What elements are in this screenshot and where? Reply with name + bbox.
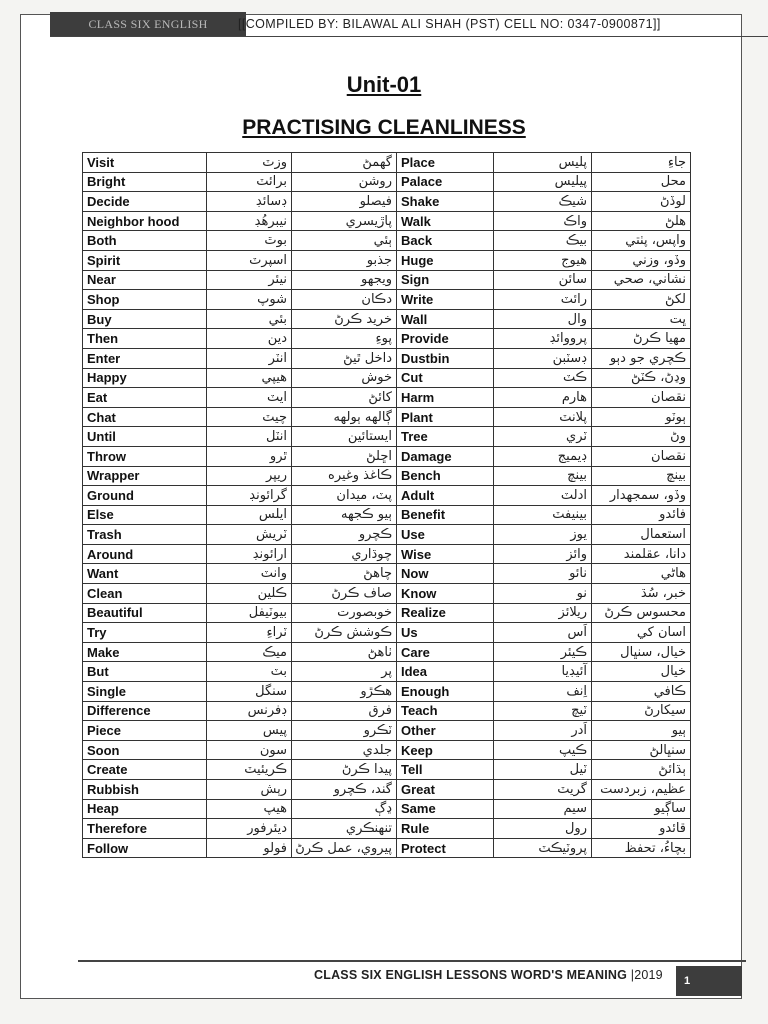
- meaning: هاڻي: [592, 564, 691, 584]
- table-row: [83, 446, 691, 466]
- english-word: Write: [397, 290, 494, 310]
- pronunciation: ايٽ: [207, 388, 292, 408]
- pronunciation: ريلائز: [494, 603, 592, 623]
- pronunciation: پرووائڊ: [494, 329, 592, 349]
- meaning: ٻئي: [292, 231, 397, 251]
- pronunciation: نيئر: [207, 270, 292, 290]
- english-word: But: [83, 662, 207, 682]
- pronunciation: بينچ: [494, 466, 592, 486]
- english-word: Idea: [397, 662, 494, 682]
- table-row: [83, 701, 691, 721]
- meaning: کائڻ: [292, 388, 397, 408]
- meaning: ڳالهه ٻولهه: [292, 407, 397, 427]
- footer-title: CLASS SIX ENGLISH LESSONS WORD'S MEANING |2019: [314, 968, 663, 982]
- meaning: وڏو، وزني: [592, 250, 691, 270]
- english-word: Therefore: [83, 819, 207, 839]
- english-word: Adult: [397, 486, 494, 506]
- pronunciation: ٽيچ: [494, 701, 592, 721]
- pronunciation: فولو: [207, 838, 292, 858]
- pronunciation: هارم: [494, 388, 592, 408]
- meaning: ڪاغذ وغيره: [292, 466, 397, 486]
- english-word: Clean: [83, 584, 207, 604]
- english-word: Benefit: [397, 505, 494, 525]
- pronunciation: ڪيپ: [494, 740, 592, 760]
- meaning: عظيم، زبردست: [592, 780, 691, 800]
- pronunciation: ارائونڊ: [207, 544, 292, 564]
- table-row: [83, 466, 691, 486]
- english-word: Ground: [83, 486, 207, 506]
- english-word: Neighbor hood: [83, 211, 207, 231]
- english-word: Create: [83, 760, 207, 780]
- pronunciation: اسپرٽ: [207, 250, 292, 270]
- english-word: Then: [83, 329, 207, 349]
- english-word: Around: [83, 544, 207, 564]
- meaning: اسان کي: [592, 623, 691, 643]
- pronunciation: سيم: [494, 799, 592, 819]
- english-word: Wise: [397, 544, 494, 564]
- english-word: Shake: [397, 192, 494, 212]
- pronunciation: بئي: [207, 309, 292, 329]
- meaning: ويجهو: [292, 270, 397, 290]
- english-word: Dustbin: [397, 348, 494, 368]
- pronunciation: چيٽ: [207, 407, 292, 427]
- table-row: [83, 780, 691, 800]
- english-word: Other: [397, 721, 494, 741]
- meaning: ڀت: [592, 309, 691, 329]
- meaning: ڪچري جو دٻو: [592, 348, 691, 368]
- english-word: Wall: [397, 309, 494, 329]
- english-word: Us: [397, 623, 494, 643]
- pronunciation: ڪريئيٽ: [207, 760, 292, 780]
- english-word: Single: [83, 682, 207, 702]
- meaning: فائدو: [592, 505, 691, 525]
- english-word: Else: [83, 505, 207, 525]
- english-word: Tell: [397, 760, 494, 780]
- pronunciation: گرائونڊ: [207, 486, 292, 506]
- english-word: Try: [83, 623, 207, 643]
- pronunciation: بيڪ: [494, 231, 592, 251]
- pronunciation: رٻش: [207, 780, 292, 800]
- english-word: Shop: [83, 290, 207, 310]
- pronunciation: پلانٽ: [494, 407, 592, 427]
- meaning: ڍڳ: [292, 799, 397, 819]
- header-tab-label: CLASS SIX ENGLISH: [50, 12, 246, 36]
- english-word: Tree: [397, 427, 494, 447]
- pronunciation: اَدر: [494, 721, 592, 741]
- meaning: هلڻ: [592, 211, 691, 231]
- meaning: فرق: [292, 701, 397, 721]
- meaning: لکڻ: [592, 290, 691, 310]
- meaning: خوبصورت: [292, 603, 397, 623]
- meaning: پيروي، عمل ڪرڻ: [292, 838, 397, 858]
- english-word: Spirit: [83, 250, 207, 270]
- english-word: Make: [83, 642, 207, 662]
- meaning: پوءِ: [292, 329, 397, 349]
- english-word: Happy: [83, 368, 207, 388]
- pronunciation: پليس: [494, 153, 592, 173]
- english-word: Now: [397, 564, 494, 584]
- english-word: Near: [83, 270, 207, 290]
- pronunciation: اَس: [494, 623, 592, 643]
- pronunciation: ڊفرنس: [207, 701, 292, 721]
- meaning: جاءِ: [592, 153, 691, 173]
- header-divider: [50, 36, 768, 37]
- pronunciation: ٽيل: [494, 760, 592, 780]
- english-word: Provide: [397, 329, 494, 349]
- english-word: Rubbish: [83, 780, 207, 800]
- english-word: Sign: [397, 270, 494, 290]
- page-header: [28, 8, 748, 36]
- table-row: [83, 290, 691, 310]
- pronunciation: هيوج: [494, 250, 592, 270]
- pronunciation: اِنف: [494, 682, 592, 702]
- meaning: فيصلو: [292, 192, 397, 212]
- table-row: [83, 388, 691, 408]
- table-row: [83, 662, 691, 682]
- english-word: Cut: [397, 368, 494, 388]
- meaning: جلدي: [292, 740, 397, 760]
- pronunciation: پيس: [207, 721, 292, 741]
- meaning: تنهنڪري: [292, 819, 397, 839]
- table-row: [83, 838, 691, 858]
- pronunciation: سنگل: [207, 682, 292, 702]
- pronunciation: ٽري: [494, 427, 592, 447]
- pronunciation: دين: [207, 329, 292, 349]
- meaning: مهيا ڪرڻ: [592, 329, 691, 349]
- meaning: گند، ڪچرو: [292, 780, 397, 800]
- table-row: [83, 603, 691, 623]
- table-row: [83, 231, 691, 251]
- english-word: Huge: [397, 250, 494, 270]
- meaning: ايستائين: [292, 427, 397, 447]
- pronunciation: رائٽ: [494, 290, 592, 310]
- meaning: وڏو، سمجهدار: [592, 486, 691, 506]
- english-word: Beautiful: [83, 603, 207, 623]
- pronunciation: برائٽ: [207, 172, 292, 192]
- meaning: وڻ: [592, 427, 691, 447]
- english-word: Keep: [397, 740, 494, 760]
- table-row: [83, 407, 691, 427]
- meaning: سنڀالڻ: [592, 740, 691, 760]
- pronunciation: ٿرو: [207, 446, 292, 466]
- meaning: محسوس ڪرڻ: [592, 603, 691, 623]
- english-word: Both: [83, 231, 207, 251]
- meaning: داخل ٿيڻ: [292, 348, 397, 368]
- table-row: [83, 153, 691, 173]
- english-word: Great: [397, 780, 494, 800]
- pronunciation: هيپ: [207, 799, 292, 819]
- pronunciation: ميڪ: [207, 642, 292, 662]
- meaning: نقصان: [592, 446, 691, 466]
- pronunciation: وائز: [494, 544, 592, 564]
- footer-year: |2019: [630, 968, 663, 982]
- english-word: Heap: [83, 799, 207, 819]
- pronunciation: ريپر: [207, 466, 292, 486]
- table-row: [83, 348, 691, 368]
- english-word: Trash: [83, 525, 207, 545]
- meaning: دڪان: [292, 290, 397, 310]
- meaning: ڪافي: [592, 682, 691, 702]
- pronunciation: ڊسٽبن: [494, 348, 592, 368]
- meaning: خوش: [292, 368, 397, 388]
- table-row: [83, 721, 691, 741]
- header-compiled-by: [[COMPILED BY: BILAWAL ALI SHAH (PST) CELL NO: 0347-0900871]]: [238, 17, 661, 31]
- english-word: Rule: [397, 819, 494, 839]
- english-word: Follow: [83, 838, 207, 858]
- meaning: پر: [292, 662, 397, 682]
- table-row: [83, 799, 691, 819]
- pronunciation: ڊيميج: [494, 446, 592, 466]
- meaning: خبر، سُڌ: [592, 584, 691, 604]
- pronunciation: بٽ: [207, 662, 292, 682]
- english-word: Same: [397, 799, 494, 819]
- pronunciation: سون: [207, 740, 292, 760]
- meaning: چوڌاري: [292, 544, 397, 564]
- pronunciation: ٽريش: [207, 525, 292, 545]
- english-word: Chat: [83, 407, 207, 427]
- english-word: Walk: [397, 211, 494, 231]
- pronunciation: شيڪ: [494, 192, 592, 212]
- meaning: گهمڻ: [292, 153, 397, 173]
- table-row: [83, 270, 691, 290]
- table-row: [83, 525, 691, 545]
- table-row: [83, 623, 691, 643]
- english-word: Place: [397, 153, 494, 173]
- english-word: Palace: [397, 172, 494, 192]
- table-row: [83, 819, 691, 839]
- pronunciation: انٽل: [207, 427, 292, 447]
- english-word: Use: [397, 525, 494, 545]
- english-word: Know: [397, 584, 494, 604]
- pronunciation: ڪيئر: [494, 642, 592, 662]
- pronunciation: آئيڊيا: [494, 662, 592, 682]
- pronunciation: انٽر: [207, 348, 292, 368]
- meaning: اڇلڻ: [292, 446, 397, 466]
- meaning: پٽ، ميدان: [292, 486, 397, 506]
- table-row: [83, 427, 691, 447]
- pronunciation: رول: [494, 819, 592, 839]
- table-row: [83, 584, 691, 604]
- pronunciation: نو: [494, 584, 592, 604]
- meaning: دانا، عقلمند: [592, 544, 691, 564]
- meaning: روشن: [292, 172, 397, 192]
- pronunciation: بوٿ: [207, 231, 292, 251]
- pronunciation: هيپي: [207, 368, 292, 388]
- unit-heading: Unit-01: [346, 72, 422, 97]
- table-row: [83, 740, 691, 760]
- table-row: [83, 250, 691, 270]
- english-word: Enter: [83, 348, 207, 368]
- meaning: سيکارڻ: [592, 701, 691, 721]
- english-word: Care: [397, 642, 494, 662]
- meaning: ٻڌائڻ: [592, 760, 691, 780]
- meaning: محل: [592, 172, 691, 192]
- meaning: پيدا ڪرڻ: [292, 760, 397, 780]
- meaning: صاف ڪرڻ: [292, 584, 397, 604]
- pronunciation: نائو: [494, 564, 592, 584]
- english-word: Enough: [397, 682, 494, 702]
- pronunciation: يوز: [494, 525, 592, 545]
- english-word: Want: [83, 564, 207, 584]
- table-row: [83, 760, 691, 780]
- pronunciation: بيوٽيفل: [207, 603, 292, 623]
- page-number: 1: [676, 966, 742, 996]
- meaning: خيال، سنڀال: [592, 642, 691, 662]
- english-word: Protect: [397, 838, 494, 858]
- english-word: Decide: [83, 192, 207, 212]
- pronunciation: وزٽ: [207, 153, 292, 173]
- meaning: ٻوٽو: [592, 407, 691, 427]
- english-word: Realize: [397, 603, 494, 623]
- pronunciation: ڪلين: [207, 584, 292, 604]
- page-title: PRACTISING CLEANLINESS: [242, 116, 526, 139]
- english-word: Piece: [83, 721, 207, 741]
- meaning: استعمال: [592, 525, 691, 545]
- english-word: Bright: [83, 172, 207, 192]
- english-word: Back: [397, 231, 494, 251]
- meaning: خريد ڪرڻ: [292, 309, 397, 329]
- english-word: Harm: [397, 388, 494, 408]
- table-row: [83, 211, 691, 231]
- vocabulary-table: [82, 152, 691, 858]
- table-row: [83, 329, 691, 349]
- pronunciation: ديئرفور: [207, 819, 292, 839]
- meaning: ڪوشش ڪرڻ: [292, 623, 397, 643]
- table-row: [83, 564, 691, 584]
- english-word: Difference: [83, 701, 207, 721]
- meaning: ساڳيو: [592, 799, 691, 819]
- pronunciation: بينيفٽ: [494, 505, 592, 525]
- english-word: Bench: [397, 466, 494, 486]
- meaning: نشاني، صحي: [592, 270, 691, 290]
- meaning: ٻيو: [592, 721, 691, 741]
- english-word: Soon: [83, 740, 207, 760]
- english-word: Throw: [83, 446, 207, 466]
- pronunciation: نيبرهُڊ: [207, 211, 292, 231]
- pronunciation: واڪ: [494, 211, 592, 231]
- pronunciation: وال: [494, 309, 592, 329]
- meaning: هڪڙو: [292, 682, 397, 702]
- pronunciation: وانٽ: [207, 564, 292, 584]
- english-word: Buy: [83, 309, 207, 329]
- pronunciation: پيليس: [494, 172, 592, 192]
- table-row: [83, 368, 691, 388]
- pronunciation: ادلٽ: [494, 486, 592, 506]
- meaning: ڪچرو: [292, 525, 397, 545]
- english-word: Visit: [83, 153, 207, 173]
- pronunciation: گريٽ: [494, 780, 592, 800]
- meaning: بچاءُ، تحفظ: [592, 838, 691, 858]
- meaning: لوڏڻ: [592, 192, 691, 212]
- table-row: [83, 172, 691, 192]
- meaning: قائدو: [592, 819, 691, 839]
- meaning: وڍڻ، ڪٽڻ: [592, 368, 691, 388]
- english-word: Eat: [83, 388, 207, 408]
- pronunciation: ٽراءِ: [207, 623, 292, 643]
- meaning: نقصان: [592, 388, 691, 408]
- table-row: [83, 682, 691, 702]
- meaning: ٺاهڻ: [292, 642, 397, 662]
- table-row: [83, 486, 691, 506]
- pronunciation: شوپ: [207, 290, 292, 310]
- english-word: Damage: [397, 446, 494, 466]
- table-row: [83, 544, 691, 564]
- meaning: جذبو: [292, 250, 397, 270]
- pronunciation: پروٽيڪٽ: [494, 838, 592, 858]
- footer-divider: [78, 960, 746, 962]
- table-row: [83, 642, 691, 662]
- table-row: [83, 505, 691, 525]
- meaning: بينچ: [592, 466, 691, 486]
- table-row: [83, 192, 691, 212]
- meaning: واپس، پٺتي: [592, 231, 691, 251]
- english-word: Plant: [397, 407, 494, 427]
- english-word: Teach: [397, 701, 494, 721]
- meaning: پاڙيسري: [292, 211, 397, 231]
- english-word: Until: [83, 427, 207, 447]
- meaning: چاهڻ: [292, 564, 397, 584]
- pronunciation: ڊسائڊ: [207, 192, 292, 212]
- pronunciation: ايلس: [207, 505, 292, 525]
- english-word: Wrapper: [83, 466, 207, 486]
- pronunciation: ڪٽ: [494, 368, 592, 388]
- meaning: ٻيو ڪجهه: [292, 505, 397, 525]
- pronunciation: سائن: [494, 270, 592, 290]
- table-row: [83, 309, 691, 329]
- meaning: ٽڪرو: [292, 721, 397, 741]
- meaning: خيال: [592, 662, 691, 682]
